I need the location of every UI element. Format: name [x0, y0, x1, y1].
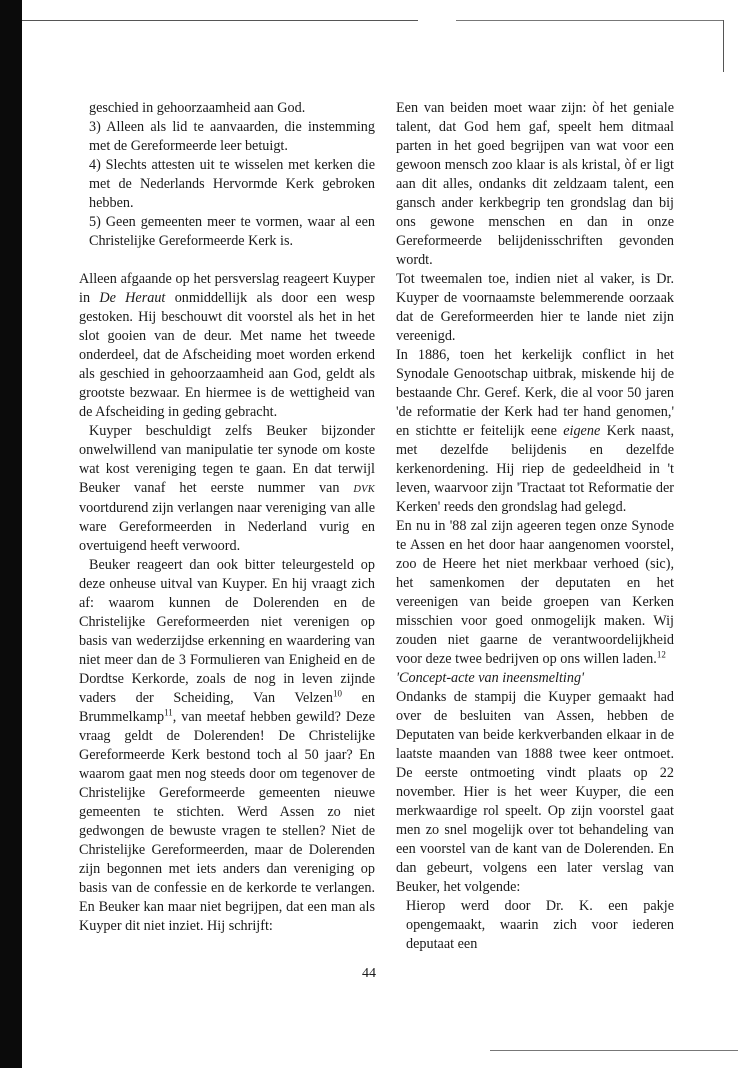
- right-column: [396, 99, 674, 954]
- scan-shadow-edge: [0, 0, 22, 1068]
- page-number: 44: [362, 966, 376, 981]
- quote-paragraph: Een van beiden moet waar zijn: òf het geniale talent, dat God hem gaf, speelt hem ditmaal parten in het goed begrijpen van wat voor een gewoon mensch zoo klaar is als kristal, òf er ligt aan dit alles, ondanks dit zeldzaam talent, een gansch ander kerkbegrip ten grondslag dan bij ons gewone menschen en dan in onze Gereformeerde belijdenisschriften gevonden wordt.: [396, 100, 674, 268]
- footnote-ref[interactable]: 10: [332, 688, 342, 699]
- left-column: [79, 99, 375, 936]
- numbered-list: [89, 99, 375, 251]
- quote-paragraph: In 1886, toen het kerkelijk conflict in het Synodale Genootschap uitbrak, miskende hij de bestaande Chr. Geref. Kerk, die al voor 50 jaren 'de reformatie der Kerk had ter hand genomen,' en stichtte er feitelijk eene eigene Kerk naast, met dezelfde belijdenis en dezelfde kerkenordening. Hij riep de gedeeldheid in 't leven, waarvoor zijn 'Tractaat tot Reformatie der Kerken' reeds den grondslag had gelegd.: [396, 347, 674, 515]
- quote-paragraph: Tot tweemalen toe, indien niet al vaker, is Dr. Kuyper de voornaamste belemmerende oorzaak dat de Gereformeerden hier te lande niet zijn vereenigd.: [396, 271, 674, 344]
- list-item: geschied in gehoorzaamheid aan God.: [89, 100, 306, 116]
- scan-rule-corner: [723, 20, 724, 72]
- scan-rule-top-left: [22, 20, 418, 21]
- list-item: 4) Slechts attesten uit te wisselen met kerken die met de Nederlands Hervormde Kerk gebroken hebben.: [89, 157, 375, 211]
- footnote-ref[interactable]: 11: [164, 707, 173, 718]
- quote-paragraph: En nu in '88 zal zijn ageeren tegen onze Synode te Assen en het door haar aangenomen voorstel, zoo de Heere het niet merkbaar verhoed (sic), het samenkomen der deputaten en het vereenigen van beide groepen van Kerken misschien voor goed onmogelijk maken. Wij zouden niet gaarne de verantwoordelijkheid voor deze twee bedrijven op ons willen laden.$^{12}$: [396, 518, 674, 667]
- scan-rule-top-right: [456, 20, 724, 21]
- paragraph: Beuker reageert dan ook bitter teleurgesteld op deze onheuse uitval van Kuyper. En hij vraagt zich af: waarom kunnen de Dolerenden en de Christelijke Gereformeerden niet verenigen op basis van wederzijdse erkenning en waardering van niet meer dan de 3 Formulieren van Enigheid en de Dordtse Kerkorde, zoals de nog in leven zijnde vaders der Scheiding, Van Velzen$^{10}$ en Brummelkamp$^{11}$, van meetaf hebben gewild? Deze vraag geldt de Dolerenden! De Christelijke Gereformeerde Kerk bestond toch al 50 jaar? En waarom gaat men nog steeds door om tegenover de Christelijke Gereformeerde gemeenten nieuwe gemeenten te stichten. Werd Assen zo niet gedwongen de bewuste vragen te stellen? Niet de Christelijke Gereformeerden, maar de Dolerenden zijn begonnen met iets anders dan vereniging op basis van de confessie en de kerkorde te verlangen. En Beuker kan maar niet begrijpen, dat een man als Kuyper dit niet inziet. Hij schrijft:: [79, 557, 375, 934]
- list-item: 5) Geen gemeenten meer te vormen, waar al een Christelijke Gereformeerde Kerk is.: [89, 214, 375, 249]
- scan-rule-bottom: [490, 1050, 738, 1051]
- italic-title: De Heraut: [99, 290, 166, 306]
- paragraph: Alleen afgaande op het persverslag reageert Kuyper in De Heraut onmiddellijk als door een wesp gestoken. Hij beschouwt dit voorstel als het in het slot gooien van de deur. Met name het tweede onderdeel, dat de Afscheiding moet worden erkend als geschied in gehoorzaamheid aan God, geldt als grootste bezwaar. En hiermee is de wettigheid van de Afscheiding in geding gebracht.: [79, 271, 375, 420]
- paragraph: Ondanks de stampij die Kuyper gemaakt had over de besluiten van Assen, hebben de Deputaten van beide kerkverbanden elkaar in de laatste maanden van 1888 twee keer ontmoet. De eerste ontmoeting vindt plaats op 22 november. Hier is het weer Kuyper, die een merkwaardige rol speelt. Op zijn voorstel gaat men zo snel mogelijk over tot behandeling van een voorstel van de kant van de Dolerenden. En dan gebeurt, volgens een later verslag van Beuker, het volgende:: [396, 689, 674, 895]
- paragraph: Kuyper beschuldigt zelfs Beuker bijzonder onwelwillend van manipulatie ter synode om koste wat kost vereniging tegen te gaan. En dat terwijl Beuker vanaf het eerste nummer van DVK voortdurend zijn verlangen naar vereniging van alle ware Gereformeerden in Nederland vurig en overtuigend heeft verwoord.: [79, 423, 375, 554]
- abbreviation: DVK: [353, 484, 375, 495]
- section-heading: 'Concept-acte van ineensmelting': [396, 670, 585, 686]
- italic-word: eigene: [563, 423, 601, 439]
- footnote-ref[interactable]: 12: [656, 649, 666, 660]
- block-quote: Hierop werd door Dr. K. een pakje opengemaakt, waarin zich voor iederen deputaat een: [406, 898, 674, 952]
- list-item: 3) Alleen als lid te aanvaarden, die instemming met de Gereformeerde leer betuigt.: [89, 119, 375, 154]
